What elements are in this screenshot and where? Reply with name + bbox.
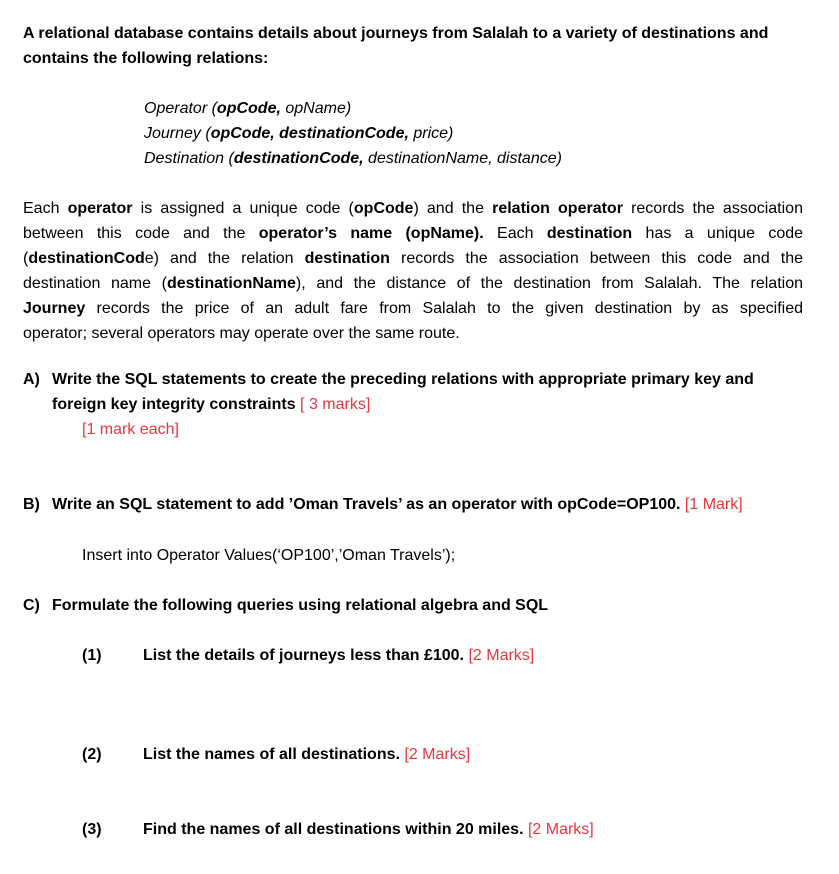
query-1-number: (1) bbox=[82, 647, 102, 664]
paragraph-line: Journey records the price of an adult fare from Salalah to the given destination by as specified bbox=[23, 300, 803, 317]
paragraph-line: between this code and the operator’s name (opName). Each destination has a unique code bbox=[23, 225, 804, 242]
intro-line-1: A relational database contains details about journeys from Salalah to a variety of destinations and bbox=[23, 25, 769, 42]
relation-name: Operator ( bbox=[144, 100, 217, 117]
relation-attrs: opName) bbox=[280, 100, 352, 117]
question-b-label: B) bbox=[23, 496, 40, 513]
relation-attrs: destinationName, distance) bbox=[363, 150, 562, 167]
intro-line-2: contains the following relations: bbox=[23, 50, 269, 67]
query-1 bbox=[143, 647, 534, 665]
question-c-text: Formulate the following queries using relational algebra and SQL bbox=[52, 597, 549, 614]
question-a-sub-marks: [1 mark each] bbox=[82, 421, 179, 438]
question-b-text: Write an SQL statement to add ’Oman Travels’ as an operator with opCode=OP100. bbox=[52, 496, 681, 513]
relation-name: Journey ( bbox=[144, 125, 211, 142]
paragraph-line: (destinationCode) and the relation destination records the association between this code and the bbox=[23, 250, 804, 267]
question-b-marks: [1 Mark] bbox=[680, 496, 743, 513]
query-marks: [2 Marks] bbox=[399, 746, 471, 763]
question-a-text: foreign key integrity constraints bbox=[52, 396, 296, 413]
query-text: Find the names of all destinations within 20 miles. bbox=[143, 821, 524, 838]
question-a-label: A) bbox=[23, 371, 40, 388]
relation-keys: opCode, destinationCode, bbox=[210, 125, 409, 142]
paragraph-line: destination name (destinationName), and the distance of the destination from Salalah. The relation bbox=[23, 275, 804, 292]
question-b-line bbox=[52, 496, 743, 514]
relation-destination bbox=[144, 146, 562, 171]
query-2-number: (2) bbox=[82, 746, 102, 763]
query-marks: [2 Marks] bbox=[523, 821, 594, 838]
paragraph-line: Each operator is assigned a unique code (opCode) and the relation operator records the association bbox=[23, 200, 803, 217]
relation-keys: destinationCode, bbox=[233, 150, 364, 167]
question-a-marks: [ 3 marks] bbox=[295, 396, 371, 413]
question-b-answer: Insert into Operator Values(‘OP100’,’Oman Travels’); bbox=[82, 547, 456, 564]
question-a-line-2 bbox=[52, 396, 370, 414]
description-paragraph bbox=[23, 196, 803, 346]
query-text: List the details of journeys less than £100. bbox=[143, 647, 464, 664]
relation-keys: opCode, bbox=[216, 100, 281, 117]
query-3-number: (3) bbox=[82, 821, 102, 838]
relation-name: Destination ( bbox=[144, 150, 234, 167]
query-text: List the names of all destinations. bbox=[143, 746, 400, 763]
question-a-line-1: Write the SQL statements to create the preceding relations with appropriate primary key and bbox=[52, 371, 754, 388]
question-c-label: C) bbox=[23, 597, 40, 614]
relation-operator bbox=[144, 96, 351, 121]
paragraph-line: operator; several operators may operate over the same route. bbox=[23, 325, 460, 342]
query-2 bbox=[143, 746, 470, 764]
relation-attrs: price) bbox=[408, 125, 454, 142]
query-marks: [2 Marks] bbox=[464, 647, 535, 664]
relation-journey bbox=[144, 121, 453, 146]
query-3 bbox=[143, 821, 594, 839]
